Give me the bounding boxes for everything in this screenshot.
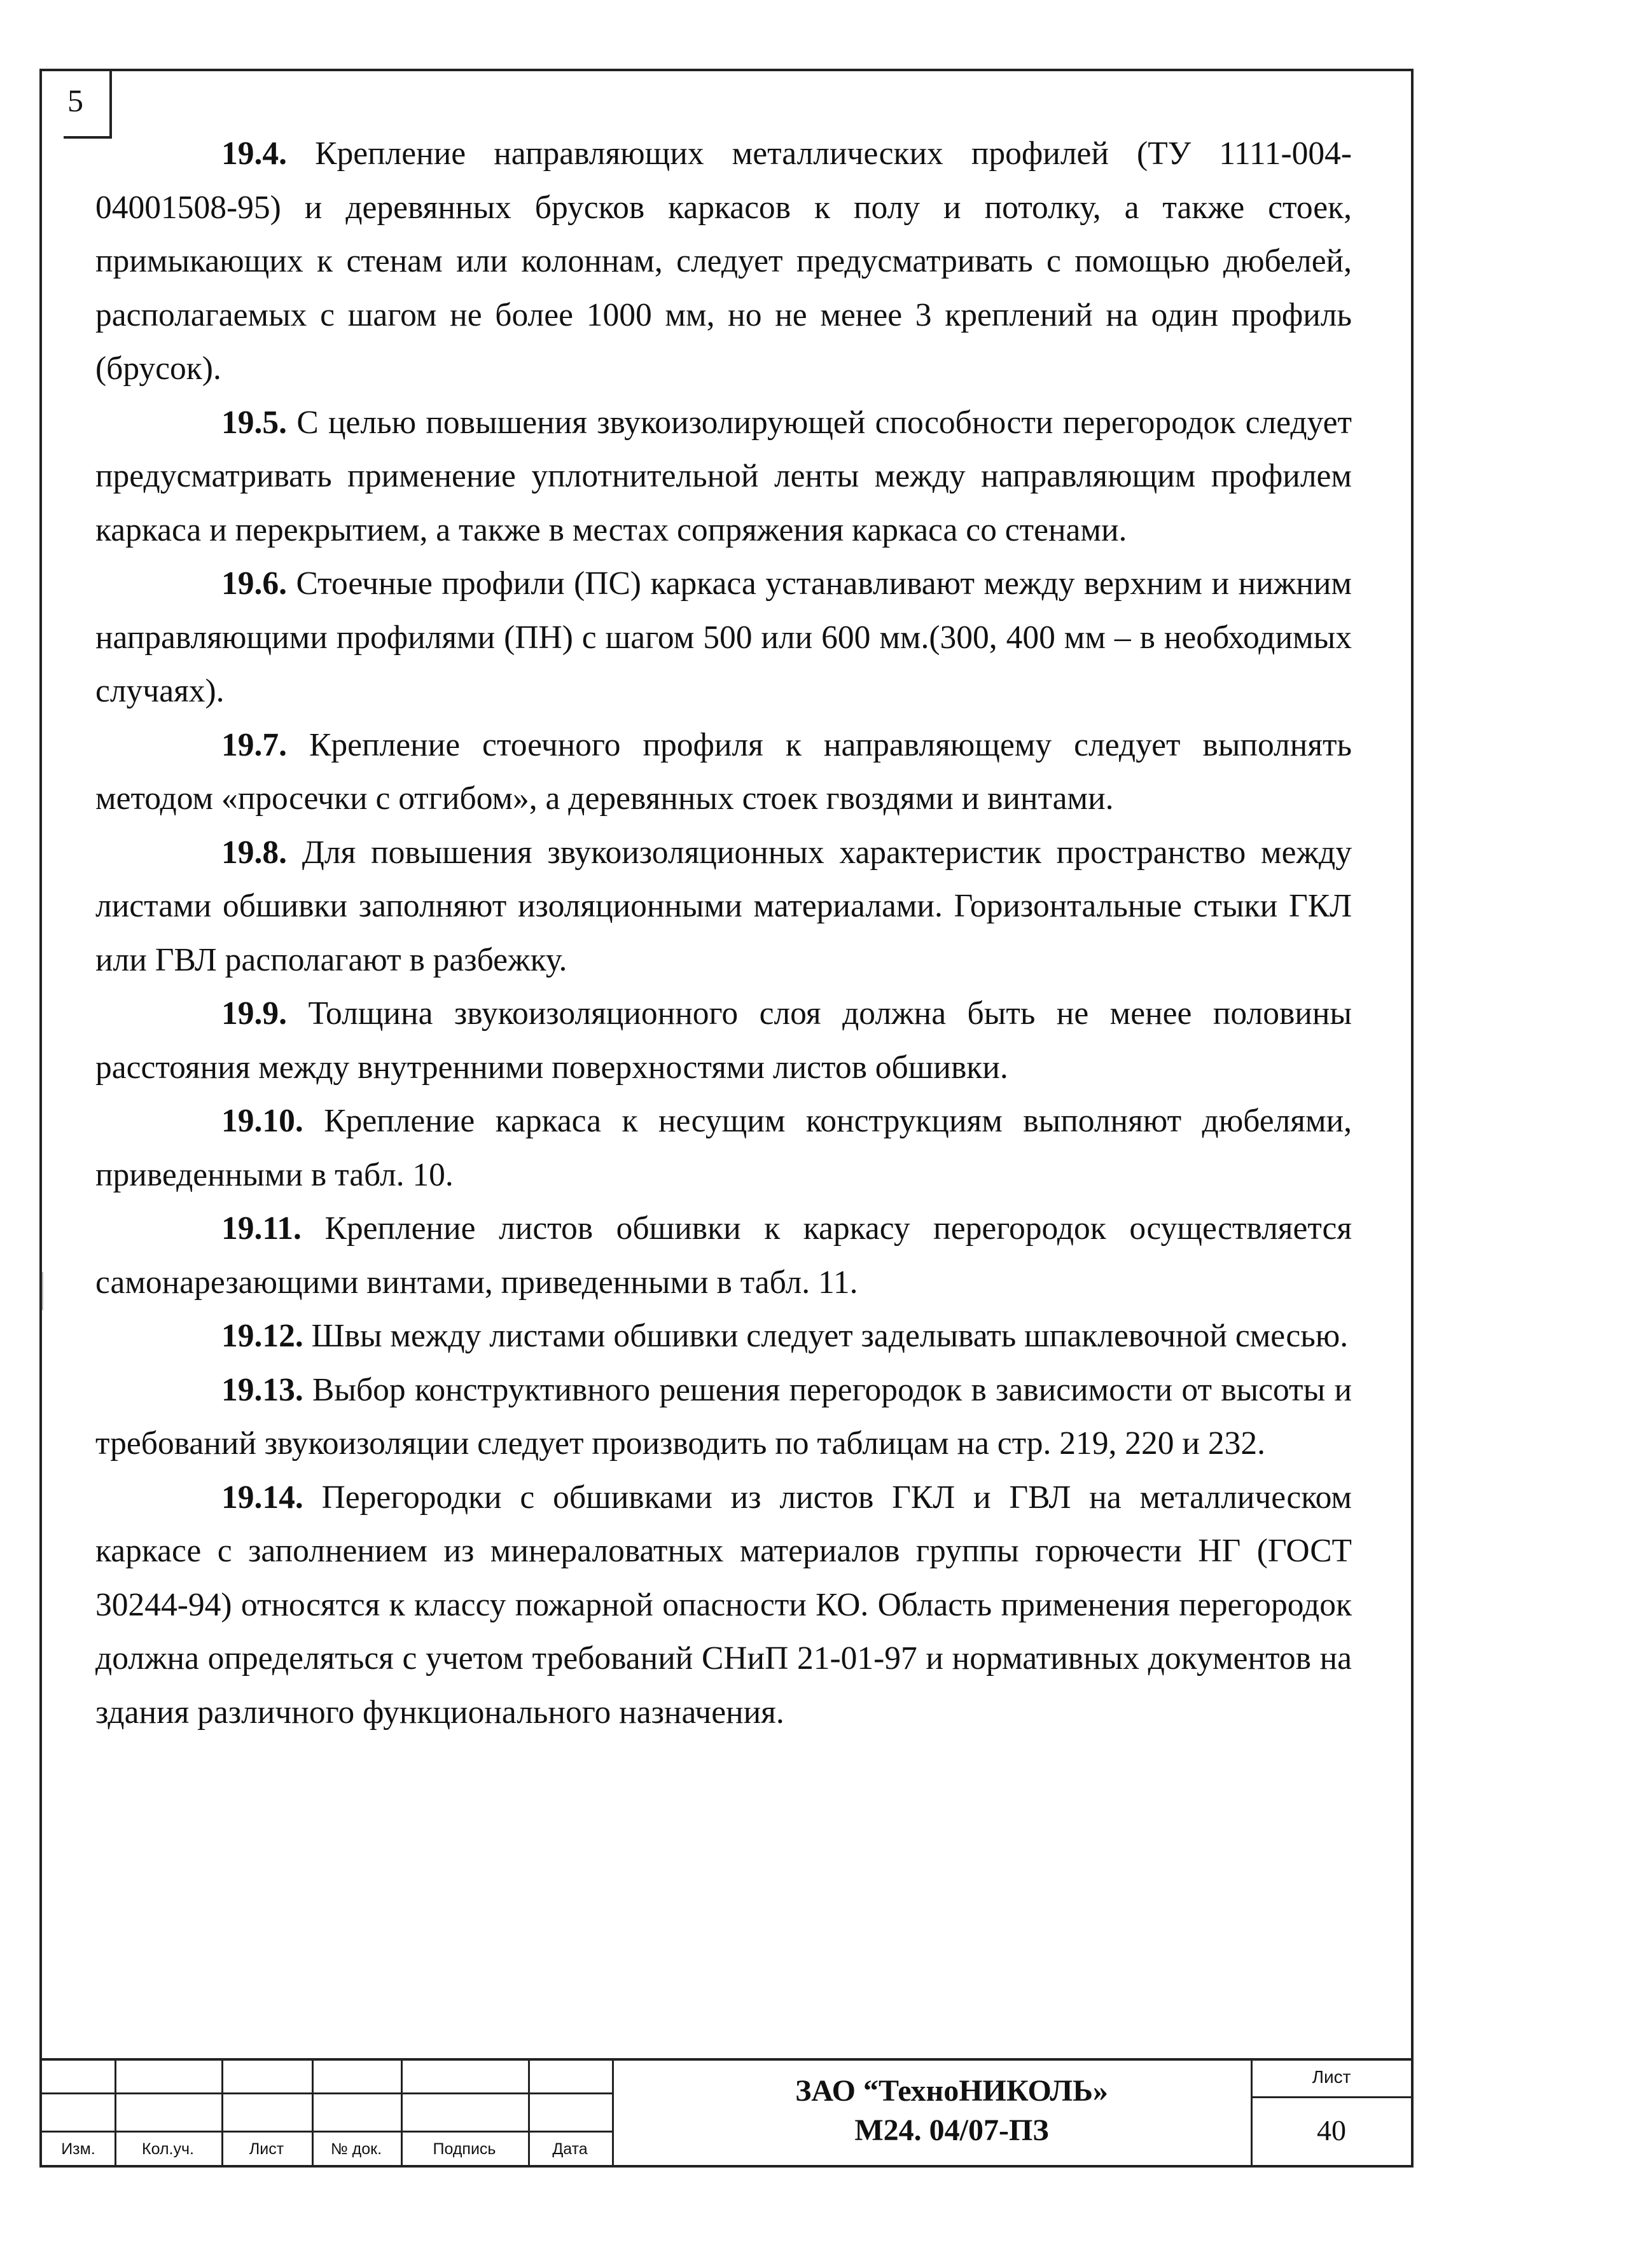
paragraph-number: 19.7.: [221, 726, 287, 763]
tb-col-izm: Изм.: [61, 2140, 95, 2158]
scan-mark: [42, 1272, 43, 1310]
tb-col-list: Лист: [249, 2140, 284, 2158]
paragraph-19-8: [95, 826, 1352, 988]
title-block: [39, 2058, 1414, 2168]
paragraph-number: 19.10.: [221, 1103, 303, 1139]
paragraph-19-11: [95, 1202, 1352, 1310]
paragraph-text: Крепление стоечного профиля к направляющему следует выполнять методом «просечки с отгибом», а деревянных стоек гвоздями и винтами.: [95, 726, 1352, 817]
tb-col-kol-uch: Кол.уч.: [142, 2140, 194, 2158]
tb-divider: [612, 2061, 614, 2165]
paragraph-number: 19.4.: [221, 135, 287, 172]
paragraph-text: Перегородки с обшивками из листов ГКЛ и ГВЛ на металлическом каркасе с заполнением из минераловатных материалов группы горючести НГ (ГОСТ 30244-94) относятся к классу пожарной опасности КО. Область применения перегородок должна определяться с учетом требований СНиП 21-01-97 и нормативных документов на здания различного функционального назначения.: [95, 1479, 1352, 1731]
tb-row-divider: [42, 2131, 613, 2133]
paragraph-text: Швы между листами обшивки следует заделывать шпаклевочной смесью.: [311, 1318, 1349, 1354]
paragraph-text: Для повышения звукоизоляционных характеристик пространство между листами обшивки заполняют изоляционными материалами. Горизонтальные стыки ГКЛ или ГВЛ располагают в разбежку.: [95, 834, 1352, 978]
paragraph-number: 19.14.: [221, 1479, 303, 1516]
paragraph-19-9: [95, 987, 1352, 1095]
paragraph-text: С целью повышения звукоизолирующей способности перегородок следует предусматривать применение уплотнительной ленты между направляющим профилем каркаса и перекрытием, а также в местах сопряжения каркаса со стенами.: [95, 404, 1352, 548]
document-number: М24. 04/07-ПЗ: [854, 2113, 1049, 2147]
paragraph-text: Выбор конструктивного решения перегородок в зависимости от высоты и требований звукоизоляции следует производить по таблицам на стр. 219, 220 и 232.: [95, 1371, 1352, 1462]
paragraph-19-5: [95, 396, 1352, 558]
paragraph-19-13: [95, 1364, 1352, 1471]
tb-col-signature: Подпись: [433, 2140, 496, 2158]
paragraph-number: 19.13.: [221, 1371, 303, 1408]
paragraph-text: Стоечные профили (ПС) каркаса устанавливают между верхним и нижним направляющими профилями (ПН) с шагом 500 или 600 мм.(300, 400 мм – в необходимых случаях).: [95, 565, 1352, 709]
document-body: [95, 127, 1352, 1739]
paragraph-number: 19.11.: [221, 1210, 302, 1247]
paragraph-19-7: [95, 719, 1352, 826]
paragraph-19-10: [95, 1095, 1352, 1202]
paragraph-text: Крепление каркаса к несущим конструкциям выполняют дюбелями, приведенными в табл. 10.: [95, 1103, 1352, 1193]
sheet-label: Лист: [1312, 2067, 1351, 2087]
sheet-number: 5: [67, 83, 83, 118]
sheet-value: 40: [1317, 2114, 1346, 2147]
paragraph-19-4: [95, 127, 1352, 396]
paragraph-number: 19.5.: [221, 404, 287, 441]
paragraph-19-6: [95, 557, 1352, 719]
tb-col-date: Дата: [552, 2140, 588, 2158]
paragraph-text: Толщина звукоизоляционного слоя должна быть не менее половины расстояния между внутренними поверхностями листов обшивки.: [95, 995, 1352, 1086]
paragraph-number: 19.6.: [221, 565, 287, 602]
paragraph-19-14: [95, 1471, 1352, 1740]
paragraph-19-12: [95, 1310, 1352, 1364]
tb-row-divider: [42, 2092, 613, 2094]
paragraph-number: 19.9.: [221, 995, 287, 1032]
tb-col-doc-no: № док.: [330, 2140, 382, 2158]
company-name: ЗАО “ТехноНИКОЛЬ»: [795, 2074, 1108, 2108]
paragraph-number: 19.8.: [221, 834, 287, 871]
paragraph-text: Крепление направляющих металлических профилей (ТУ 1111-004-04001508-95) и деревянных брусков каркасов к полу и потолку, а также стоек, примыкающих к стенам или колоннам, следует предусматривать с помощью дюбелей, располагаемых с шагом не более 1000 мм, но не менее 3 креплений на один профиль (брусок).: [95, 135, 1352, 387]
paragraph-number: 19.12.: [221, 1318, 303, 1354]
paragraph-text: Крепление листов обшивки к каркасу перегородок осуществляется самонарезающими винтами, приведенными в табл. 11.: [95, 1210, 1352, 1301]
